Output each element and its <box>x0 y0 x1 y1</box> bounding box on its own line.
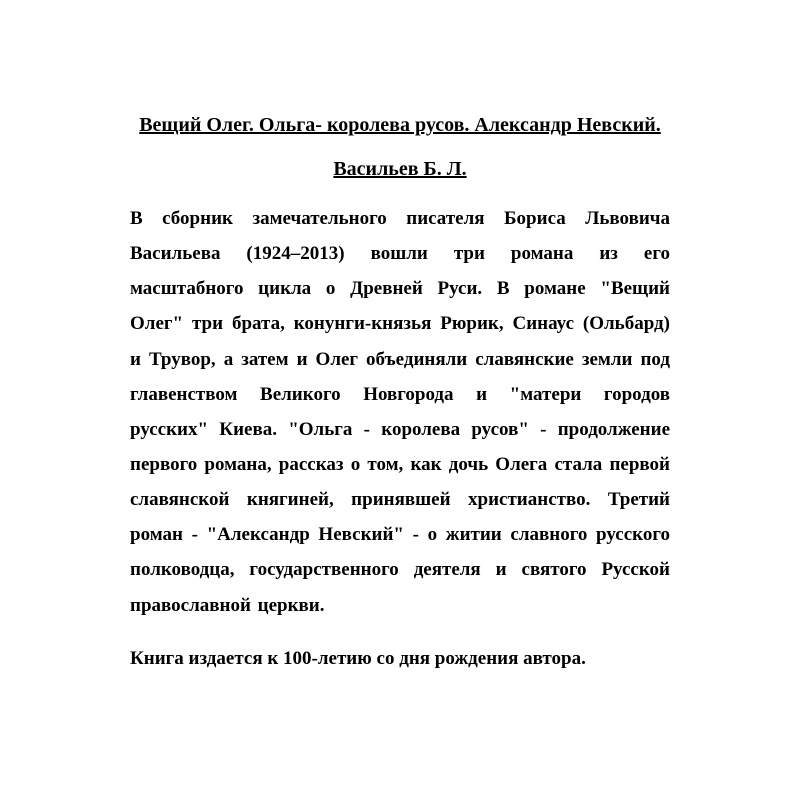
book-description: В сборник замечательного писателя Бориса Львовича Васильева (1924–2013) вошли три романа из его масштабного цикла о Древней Руси. В романе "Вещий Олег" три брата, конунги-князья Рюрик, Синаус (Ольбард) и Трувор, а затем и Олег объединяли славянские земли под главенством Великого Новгорода и "матери городов русских" Киева. "Ольга - королева русов" - продолжение первого романа, рассказ о том, как дочь Олега стала первой славянской княгиней, принявшей христианство. Третий роман - "Александр Невский" - о житии славного русского полководца, государственного деятеля и святого Русской православной церкви. <box>130 208 670 616</box>
anniversary-note: Книга издается к 100-летию со дня рождения автора. <box>130 647 586 669</box>
book-title: Вещий Олег. Ольга- королева русов. Александр Невский. Васильев Б. Л. <box>139 114 661 180</box>
document-content <box>130 0 670 676</box>
